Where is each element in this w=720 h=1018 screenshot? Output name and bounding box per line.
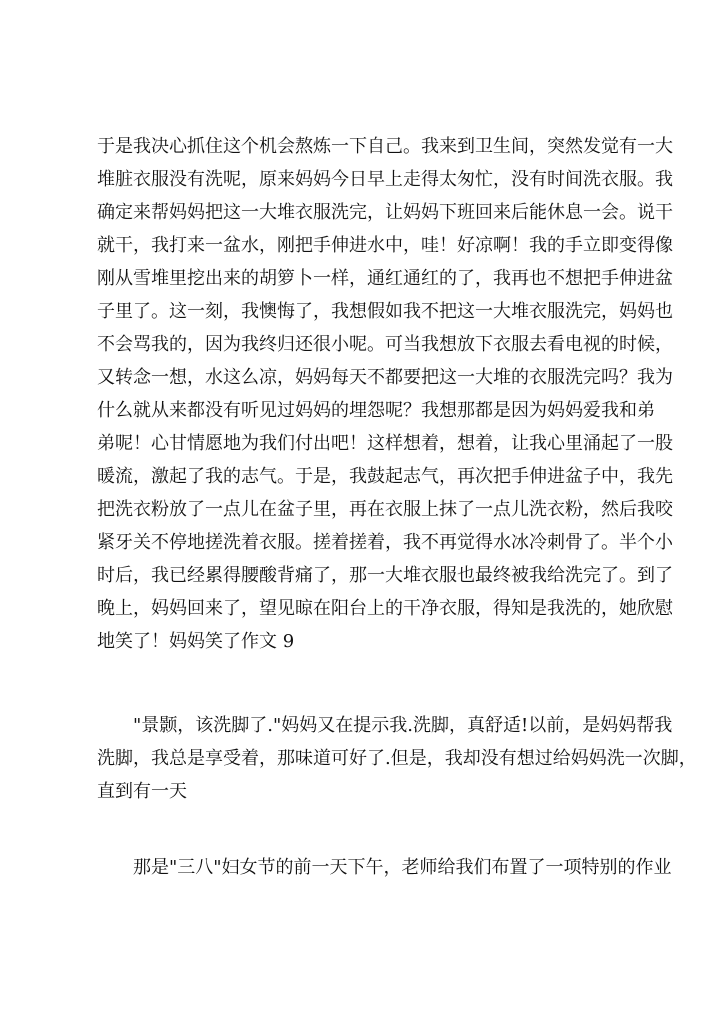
text-line: 又转念一想，水这么凉，妈妈每天不都要把这一大堆的衣服洗完吗？我为 xyxy=(97,367,673,388)
text-line: 把洗衣粉放了一点儿在盆子里，再在衣服上抹了一点儿洗衣粉，然后我咬 xyxy=(97,499,673,520)
text-line: 弟呢！心甘情愿地为我们付出吧！这样想着，想着，让我心里涌起了一股 xyxy=(97,433,673,454)
text-line: 于是我决心抓住这个机会熬炼一下自己。我来到卫生间，突然发觉有一大 xyxy=(97,136,673,157)
text-line: 时后，我已经累得腰酸背痛了，那一大堆衣服也最终被我给洗完了。到了 xyxy=(97,565,673,586)
text-line: 确定来帮妈妈把这一大堆衣服洗完，让妈妈下班回来后能休息一会。说干 xyxy=(97,202,673,223)
text-line: 暖流，激起了我的志气。于是，我鼓起志气，再次把手伸进盆子中，我先 xyxy=(97,466,673,487)
text-line: 晚上，妈妈回来了，望见晾在阳台上的干净衣服，得知是我洗的，她欣慰 xyxy=(97,598,673,619)
text-line: 紧牙关不停地搓洗着衣服。搓着搓着，我不再觉得水冰冷刺骨了。半个小 xyxy=(97,532,673,553)
text-line: 洗脚，我总是享受着，那味道可好了.但是，我却没有想过给妈妈洗一次脚， xyxy=(97,748,697,769)
paragraph-1 xyxy=(97,130,673,658)
text-line: 什么就从来都没有听见过妈妈的埋怨呢？我想那都是因为妈妈爱我和弟 xyxy=(97,400,655,421)
text-line: 就干，我打来一盆水，刚把手伸进水中，哇！好凉啊！我的手立即变得像 xyxy=(97,235,673,256)
text-line: 直到有一天 xyxy=(97,781,187,802)
text-line: 子里了。这一刻，我懊悔了，我想假如我不把这一大堆衣服洗完，妈妈也 xyxy=(97,301,673,322)
text-line: "景颢，该洗脚了."妈妈又在提示我.洗脚，真舒适!以前，是妈妈帮我 xyxy=(133,715,673,736)
text-line: 堆脏衣服没有洗呢，原来妈妈今日早上走得太匆忙，没有时间洗衣服。我 xyxy=(97,169,673,190)
text-line: 那是"三八"妇女节的前一天下午，老师给我们布置了一项特别的作业 xyxy=(133,857,672,878)
paragraph-3 xyxy=(97,851,672,884)
text-line: 地笑了！妈妈笑了作文 9 xyxy=(97,631,295,652)
text-line: 刚从雪堆里挖出来的胡箩卜一样，通红通红的了，我再也不想把手伸进盆 xyxy=(97,268,673,289)
text-line: 不会骂我的，因为我终归还很小呢。可当我想放下衣服去看电视的时候， xyxy=(97,334,673,355)
paragraph-2 xyxy=(97,709,697,808)
